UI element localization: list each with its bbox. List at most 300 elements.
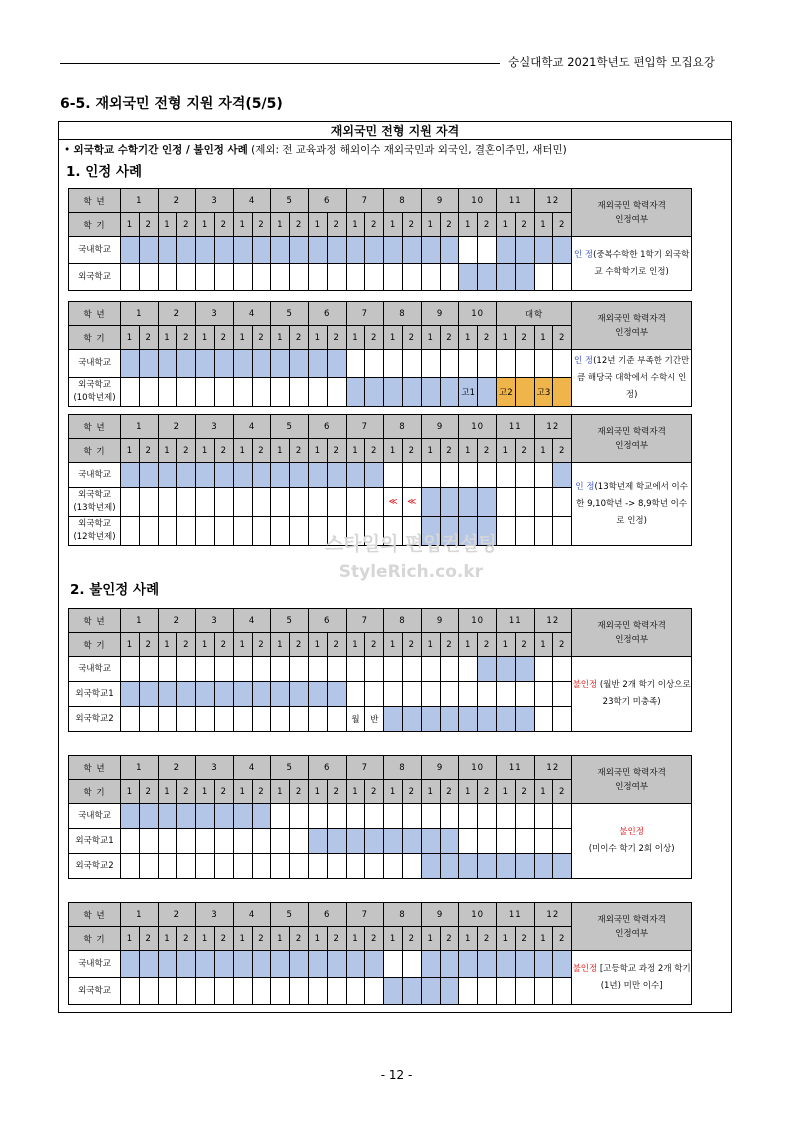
filled-semester-cell xyxy=(290,951,309,978)
filled-semester-cell xyxy=(327,350,346,378)
term-header: 1 xyxy=(158,927,177,951)
semester-cell xyxy=(496,463,515,488)
semester-cell xyxy=(214,657,233,682)
filled-semester-cell: 고3 xyxy=(534,378,553,407)
term-header: 1 xyxy=(121,326,140,350)
term-header: 1 xyxy=(308,633,327,657)
filled-semester-cell xyxy=(121,951,140,978)
semester-cell xyxy=(196,517,215,546)
year-header: 6 xyxy=(308,189,346,213)
semester-cell xyxy=(308,804,327,829)
filled-semester-cell: 고1 xyxy=(459,378,478,407)
term-header: 1 xyxy=(384,780,403,804)
term-header: 1 xyxy=(196,780,215,804)
filled-semester-cell xyxy=(496,657,515,682)
semester-table-5 xyxy=(68,755,692,879)
year-header: 대학 xyxy=(496,302,571,326)
result-header-line1: 재외국민 학력자격 xyxy=(597,426,666,437)
semester-cell xyxy=(346,978,365,1005)
result-header xyxy=(572,415,692,463)
semester-cell xyxy=(515,978,534,1005)
term-header: 2 xyxy=(327,326,346,350)
term-header: 2 xyxy=(327,439,346,463)
term-header: 1 xyxy=(233,439,252,463)
term-header: 2 xyxy=(515,213,534,237)
semester-cell xyxy=(252,657,271,682)
semester-cell: ≪ xyxy=(402,488,421,517)
term-header: 2 xyxy=(139,633,158,657)
semester-cell xyxy=(515,829,534,854)
semester-cell xyxy=(158,657,177,682)
semester-cell xyxy=(365,657,384,682)
semester-cell xyxy=(271,657,290,682)
semester-cell xyxy=(271,854,290,879)
filled-semester-cell xyxy=(365,951,384,978)
semester-cell xyxy=(214,264,233,291)
filled-semester-cell xyxy=(308,829,327,854)
semester-cell xyxy=(515,350,534,378)
semester-cell xyxy=(496,978,515,1005)
result-rejected xyxy=(572,951,692,1005)
year-header: 3 xyxy=(196,756,234,780)
term-header: 2 xyxy=(478,213,497,237)
filled-semester-cell xyxy=(139,682,158,707)
term-header: 1 xyxy=(233,326,252,350)
term-header: 2 xyxy=(139,439,158,463)
semester-cell xyxy=(177,657,196,682)
semester-cell xyxy=(214,854,233,879)
result-text-part: 불인정 xyxy=(619,827,644,837)
term-header: 2 xyxy=(440,326,459,350)
semester-cell xyxy=(421,350,440,378)
note-rest: (제외: 전 교육과정 해외이수 재외국민과 외국인, 결혼이주민, 새터민) xyxy=(247,144,567,156)
semester-cell xyxy=(421,804,440,829)
filled-semester-cell xyxy=(402,829,421,854)
year-header: 8 xyxy=(384,756,422,780)
result-accepted xyxy=(572,350,692,407)
semester-cell xyxy=(478,350,497,378)
term-header: 1 xyxy=(459,780,478,804)
term-header: 1 xyxy=(271,213,290,237)
year-header: 3 xyxy=(196,189,234,213)
semester-cell xyxy=(327,978,346,1005)
semester-cell xyxy=(421,682,440,707)
semester-cell xyxy=(384,657,403,682)
filled-semester-cell xyxy=(214,951,233,978)
semester-cell xyxy=(121,829,140,854)
result-rejected xyxy=(572,804,692,879)
term-header: 2 xyxy=(402,780,421,804)
semester-cell xyxy=(252,517,271,546)
year-header: 8 xyxy=(384,609,422,633)
row-label xyxy=(69,951,121,978)
filled-semester-cell xyxy=(365,829,384,854)
filled-semester-cell xyxy=(478,264,497,291)
note-bullet: • xyxy=(64,144,71,156)
note-line xyxy=(64,142,567,157)
semester-cell xyxy=(459,804,478,829)
semester-cell xyxy=(384,682,403,707)
semester-cell xyxy=(121,854,140,879)
term-header: 1 xyxy=(308,439,327,463)
semester-cell xyxy=(534,829,553,854)
result-text-part: 인 정 xyxy=(575,481,595,492)
year-header: 10 xyxy=(459,189,497,213)
filled-semester-cell xyxy=(346,463,365,488)
year-header: 2 xyxy=(158,903,196,927)
year-header: 10 xyxy=(459,609,497,633)
semester-cell xyxy=(346,854,365,879)
term-label: 학 기 xyxy=(69,780,121,804)
semester-cell xyxy=(421,463,440,488)
term-header: 1 xyxy=(308,326,327,350)
semester-cell xyxy=(196,657,215,682)
semester-cell xyxy=(233,378,252,407)
year-header: 2 xyxy=(158,609,196,633)
filled-semester-cell xyxy=(515,854,534,879)
term-header: 1 xyxy=(534,326,553,350)
term-header: 2 xyxy=(478,439,497,463)
result-text-part: (월반 2개 학기 이상으로 23학기 미충족) xyxy=(597,680,691,707)
semester-cell xyxy=(214,378,233,407)
year-header: 6 xyxy=(308,415,346,439)
result-header-line1: 재외국민 학력자격 xyxy=(597,200,666,211)
semester-cell xyxy=(534,264,553,291)
filled-semester-cell xyxy=(271,951,290,978)
semester-cell xyxy=(402,854,421,879)
term-header: 2 xyxy=(553,780,572,804)
filled-semester-cell xyxy=(271,350,290,378)
semester-cell xyxy=(158,264,177,291)
semester-cell xyxy=(271,829,290,854)
semester-cell xyxy=(478,682,497,707)
term-header: 2 xyxy=(402,213,421,237)
semester-cell xyxy=(440,463,459,488)
term-header: 1 xyxy=(233,633,252,657)
filled-semester-cell xyxy=(308,463,327,488)
filled-semester-cell xyxy=(308,951,327,978)
term-header: 2 xyxy=(515,439,534,463)
filled-semester-cell xyxy=(534,854,553,879)
result-text-part: 불인정 xyxy=(572,963,598,974)
filled-semester-cell xyxy=(158,682,177,707)
section-title: 6-5. 재외국민 전형 지원 자격(5/5) xyxy=(60,96,283,112)
term-header: 2 xyxy=(327,927,346,951)
filled-semester-cell xyxy=(214,463,233,488)
result-header xyxy=(572,609,692,657)
filled-semester-cell xyxy=(121,804,140,829)
row-label xyxy=(69,657,121,682)
term-header: 1 xyxy=(384,213,403,237)
semester-cell xyxy=(196,829,215,854)
filled-semester-cell xyxy=(177,463,196,488)
filled-semester-cell xyxy=(158,237,177,264)
filled-semester-cell xyxy=(252,463,271,488)
table-row xyxy=(69,951,692,978)
filled-semester-cell xyxy=(421,951,440,978)
term-header: 2 xyxy=(478,633,497,657)
term-header: 2 xyxy=(440,927,459,951)
filled-semester-cell xyxy=(515,707,534,732)
semester-cell xyxy=(534,682,553,707)
semester-cell xyxy=(440,657,459,682)
semester-cell xyxy=(553,488,572,517)
case2-heading: 2. 불인정 사례 xyxy=(70,582,160,598)
semester-cell xyxy=(365,488,384,517)
semester-table-6 xyxy=(68,902,692,1005)
semester-cell xyxy=(271,517,290,546)
term-header: 2 xyxy=(553,439,572,463)
semester-cell xyxy=(478,237,497,264)
year-header: 5 xyxy=(271,302,309,326)
semester-cell xyxy=(459,682,478,707)
filled-semester-cell xyxy=(290,682,309,707)
filled-semester-cell xyxy=(196,350,215,378)
term-header: 2 xyxy=(365,439,384,463)
filled-semester-cell xyxy=(459,707,478,732)
semester-cell xyxy=(459,463,478,488)
year-header: 4 xyxy=(233,415,271,439)
term-header: 1 xyxy=(534,780,553,804)
semester-cell xyxy=(196,978,215,1005)
filled-semester-cell xyxy=(421,978,440,1005)
term-header: 2 xyxy=(252,213,271,237)
filled-semester-cell xyxy=(496,237,515,264)
filled-semester-cell xyxy=(177,682,196,707)
semester-table-2 xyxy=(68,301,692,407)
term-header: 2 xyxy=(515,326,534,350)
semester-cell xyxy=(402,350,421,378)
semester-cell xyxy=(158,829,177,854)
filled-semester-cell xyxy=(515,657,534,682)
term-header: 1 xyxy=(459,213,478,237)
filled-semester-cell xyxy=(121,463,140,488)
semester-cell xyxy=(252,378,271,407)
semester-cell xyxy=(177,829,196,854)
term-header: 2 xyxy=(478,927,497,951)
term-header: 2 xyxy=(139,927,158,951)
result-header-line2: 인정여부 xyxy=(615,327,649,338)
semester-cell xyxy=(252,829,271,854)
term-header: 1 xyxy=(121,633,140,657)
semester-cell: ≪ xyxy=(384,488,403,517)
term-header: 2 xyxy=(177,633,196,657)
year-label: 학 년 xyxy=(69,756,121,780)
semester-cell xyxy=(346,264,365,291)
term-header: 2 xyxy=(252,439,271,463)
term-header: 1 xyxy=(496,927,515,951)
filled-semester-cell xyxy=(233,350,252,378)
result-header-line1: 재외국민 학력자격 xyxy=(597,313,666,324)
term-header: 2 xyxy=(177,213,196,237)
semester-cell xyxy=(553,657,572,682)
term-header: 1 xyxy=(233,213,252,237)
year-header: 6 xyxy=(308,903,346,927)
filled-semester-cell xyxy=(214,350,233,378)
semester-cell xyxy=(290,657,309,682)
semester-cell xyxy=(327,264,346,291)
term-header: 1 xyxy=(421,439,440,463)
filled-semester-cell xyxy=(478,854,497,879)
year-label: 학 년 xyxy=(69,903,121,927)
year-header: 3 xyxy=(196,302,234,326)
semester-cell xyxy=(534,707,553,732)
filled-semester-cell xyxy=(177,350,196,378)
term-header: 1 xyxy=(196,439,215,463)
semester-cell xyxy=(402,463,421,488)
year-header: 1 xyxy=(121,302,159,326)
result-header-line1: 재외국민 학력자격 xyxy=(597,620,666,631)
filled-semester-cell xyxy=(214,237,233,264)
filled-semester-cell xyxy=(214,682,233,707)
semester-cell xyxy=(214,829,233,854)
filled-semester-cell xyxy=(440,854,459,879)
semester-cell xyxy=(534,350,553,378)
row-label-line: 국내학교 xyxy=(78,244,111,255)
semester-cell xyxy=(177,707,196,732)
year-label: 학 년 xyxy=(69,189,121,213)
term-header: 1 xyxy=(271,780,290,804)
filled-semester-cell xyxy=(496,707,515,732)
semester-cell xyxy=(121,378,140,407)
filled-semester-cell xyxy=(421,488,440,517)
term-header: 1 xyxy=(158,633,177,657)
filled-semester-cell xyxy=(553,463,572,488)
semester-table-1 xyxy=(68,188,692,291)
semester-cell xyxy=(290,517,309,546)
year-header: 1 xyxy=(121,189,159,213)
year-header: 1 xyxy=(121,903,159,927)
filled-semester-cell xyxy=(496,854,515,879)
semester-cell xyxy=(196,854,215,879)
semester-cell xyxy=(271,264,290,291)
term-header: 1 xyxy=(271,633,290,657)
year-header: 2 xyxy=(158,756,196,780)
semester-cell xyxy=(384,951,403,978)
filled-semester-cell xyxy=(139,350,158,378)
term-header: 1 xyxy=(308,780,327,804)
semester-cell xyxy=(214,707,233,732)
year-header: 11 xyxy=(496,189,534,213)
semester-cell xyxy=(271,804,290,829)
term-label: 학 기 xyxy=(69,213,121,237)
result-accepted xyxy=(572,463,692,546)
year-header: 3 xyxy=(196,415,234,439)
term-header: 1 xyxy=(346,326,365,350)
semester-cell xyxy=(365,682,384,707)
semester-cell xyxy=(327,657,346,682)
semester-cell xyxy=(384,463,403,488)
term-header: 1 xyxy=(346,213,365,237)
term-header: 1 xyxy=(496,326,515,350)
result-accepted xyxy=(572,237,692,291)
row-label-line: (10학년제) xyxy=(73,393,116,403)
semester-cell: 월 xyxy=(346,707,365,732)
watermark-line1: 스타일의 편입컨설팅 xyxy=(325,533,497,555)
semester-cell xyxy=(327,804,346,829)
watermark-line2: StyleRich.co.kr xyxy=(338,562,484,582)
result-header xyxy=(572,903,692,951)
semester-cell xyxy=(271,488,290,517)
term-header: 2 xyxy=(290,633,309,657)
row-label xyxy=(69,264,121,291)
term-header: 1 xyxy=(496,213,515,237)
semester-cell xyxy=(478,978,497,1005)
semester-cell xyxy=(139,378,158,407)
filled-semester-cell xyxy=(196,682,215,707)
semester-cell xyxy=(233,488,252,517)
filled-semester-cell xyxy=(290,237,309,264)
semester-cell xyxy=(290,854,309,879)
term-header: 1 xyxy=(421,213,440,237)
semester-cell xyxy=(196,488,215,517)
year-header: 5 xyxy=(271,756,309,780)
semester-cell xyxy=(139,517,158,546)
filled-semester-cell xyxy=(158,951,177,978)
year-header: 12 xyxy=(534,756,572,780)
filled-semester-cell xyxy=(421,707,440,732)
year-header: 2 xyxy=(158,189,196,213)
filled-semester-cell xyxy=(384,707,403,732)
term-header: 1 xyxy=(346,439,365,463)
term-header: 2 xyxy=(402,439,421,463)
term-header: 1 xyxy=(421,633,440,657)
table-row xyxy=(69,804,692,829)
semester-cell xyxy=(308,378,327,407)
filled-semester-cell xyxy=(308,682,327,707)
term-header: 1 xyxy=(421,780,440,804)
semester-cell xyxy=(290,804,309,829)
filled-semester-cell xyxy=(496,264,515,291)
filled-semester-cell xyxy=(440,951,459,978)
term-header: 2 xyxy=(478,326,497,350)
term-header: 2 xyxy=(290,326,309,350)
semester-cell xyxy=(402,682,421,707)
filled-semester-cell xyxy=(421,237,440,264)
result-text-part: [고등학교 과정 2개 학기(1년) 미만 이수] xyxy=(597,963,691,991)
filled-semester-cell xyxy=(158,463,177,488)
semester-cell xyxy=(384,264,403,291)
row-label xyxy=(69,517,121,546)
row-label xyxy=(69,854,121,879)
filled-semester-cell xyxy=(121,682,140,707)
semester-cell xyxy=(158,517,177,546)
filled-semester-cell xyxy=(327,682,346,707)
term-header: 1 xyxy=(271,439,290,463)
row-label xyxy=(69,829,121,854)
semester-cell xyxy=(139,488,158,517)
semester-cell xyxy=(233,978,252,1005)
term-header: 1 xyxy=(384,439,403,463)
filled-semester-cell xyxy=(308,350,327,378)
semester-cell xyxy=(440,682,459,707)
filled-semester-cell xyxy=(177,804,196,829)
term-header: 2 xyxy=(365,927,384,951)
filled-semester-cell xyxy=(365,237,384,264)
term-header: 2 xyxy=(177,780,196,804)
term-header: 1 xyxy=(308,213,327,237)
row-label-line: 외국학교 xyxy=(78,985,111,996)
year-header: 12 xyxy=(534,609,572,633)
term-header: 2 xyxy=(252,927,271,951)
row-label-line: 외국학교 xyxy=(78,519,111,529)
semester-cell xyxy=(496,350,515,378)
result-header-line2: 인정여부 xyxy=(615,928,649,939)
term-header: 1 xyxy=(384,927,403,951)
filled-semester-cell xyxy=(346,237,365,264)
semester-cell xyxy=(177,264,196,291)
row-label-line: 외국학교2 xyxy=(75,860,114,871)
